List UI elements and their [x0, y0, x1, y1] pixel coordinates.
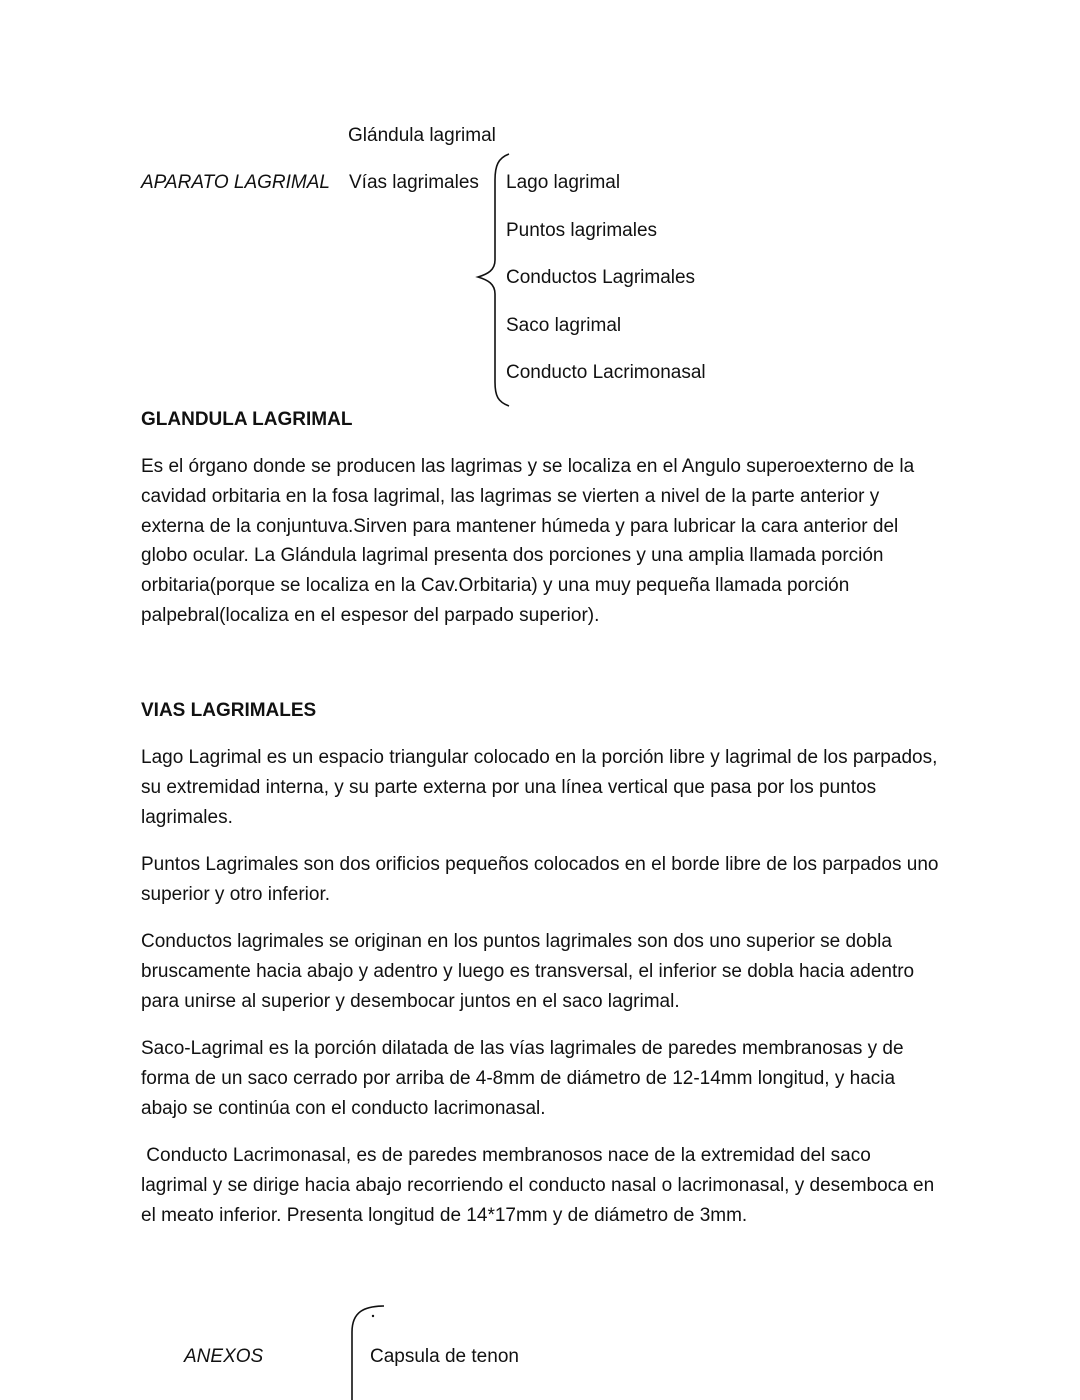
vias-item-lacrimonasal: Conducto Lacrimonasal — [506, 362, 706, 383]
aparato-lagrimal-label: APARATO LAGRIMAL — [141, 172, 330, 193]
vias-paragraph-lago: Lago Lagrimal es un espacio triangular colocado en la porción libre y lagrimal de los parpados, su extremidad interna, y su parte externa por una línea vertical que pasa por los puntos lagrimales. — [141, 747, 938, 828]
glandula-heading: GLANDULA LAGRIMAL — [141, 409, 353, 430]
vias-item-puntos: Puntos lagrimales — [506, 220, 658, 241]
glandula-branch-label: Glándula lagrimal — [348, 125, 496, 146]
vias-paragraph-saco: Saco-Lagrimal es la porción dilatada de las vías lagrimales de paredes membranosas y de forma de un saco cerrado por arriba de 4-8mm de diámetro de 12-14mm longitud, y hacia abajo se continúa con el conducto lacrimonasal. — [141, 1038, 904, 1119]
vias-item-saco: Saco lagrimal — [506, 315, 622, 336]
vias-item-conductos: Conductos Lagrimales — [506, 267, 696, 288]
vias-branch-label: Vías lagrimales — [349, 172, 479, 193]
vias-paragraph-puntos: Puntos Lagrimales son dos orificios pequeños colocados en el borde libre de los parpados uno superior y otro inferior. — [141, 854, 939, 905]
glandula-paragraph: Es el órgano donde se producen las lagrimas y se localiza en el Angulo superoexterno de la cavidad orbitaria en la fosa lagrimal, las lagrimas se vierten a nivel de la parte anterior y externa de la conjuntuva.Sirven para mantener húmeda y para lubricar la cara anterior del globo ocular. La Glándula lagrimal presenta dos porciones y una amplia llamada porción orbitaria(porque se localiza en la Cav.Orbitaria) y una muy pequeña llamada porción palpebral(localiza en el espesor del parpado superior). — [141, 456, 915, 626]
anexos-label: ANEXOS — [184, 1346, 264, 1367]
vias-item-lago: Lago lagrimal — [506, 172, 621, 193]
vias-heading: VIAS LAGRIMALES — [141, 700, 317, 721]
vias-paragraph-conductos: Conductos lagrimales se originan en los puntos lagrimales son dos uno superior se dobla bruscamente hacia abajo y adentro y luego es transversal, el inferior se dobla hacia adentro para unirse al superior y desembocar juntos en el saco lagrimal. — [141, 931, 915, 1012]
anexos-item-capsula: Capsula de tenon — [370, 1346, 519, 1367]
vias-paragraph-lacrimonasal: Conducto Lacrimonasal, es de paredes membranosos nace de la extremidad del saco lagrimal y se dirige hacia abajo recorriendo el conducto nasal o lacrimonasal, y desemboca en el meato inferior. Presenta longitud de 14*17mm y de diámetro de 3mm. — [141, 1145, 940, 1226]
